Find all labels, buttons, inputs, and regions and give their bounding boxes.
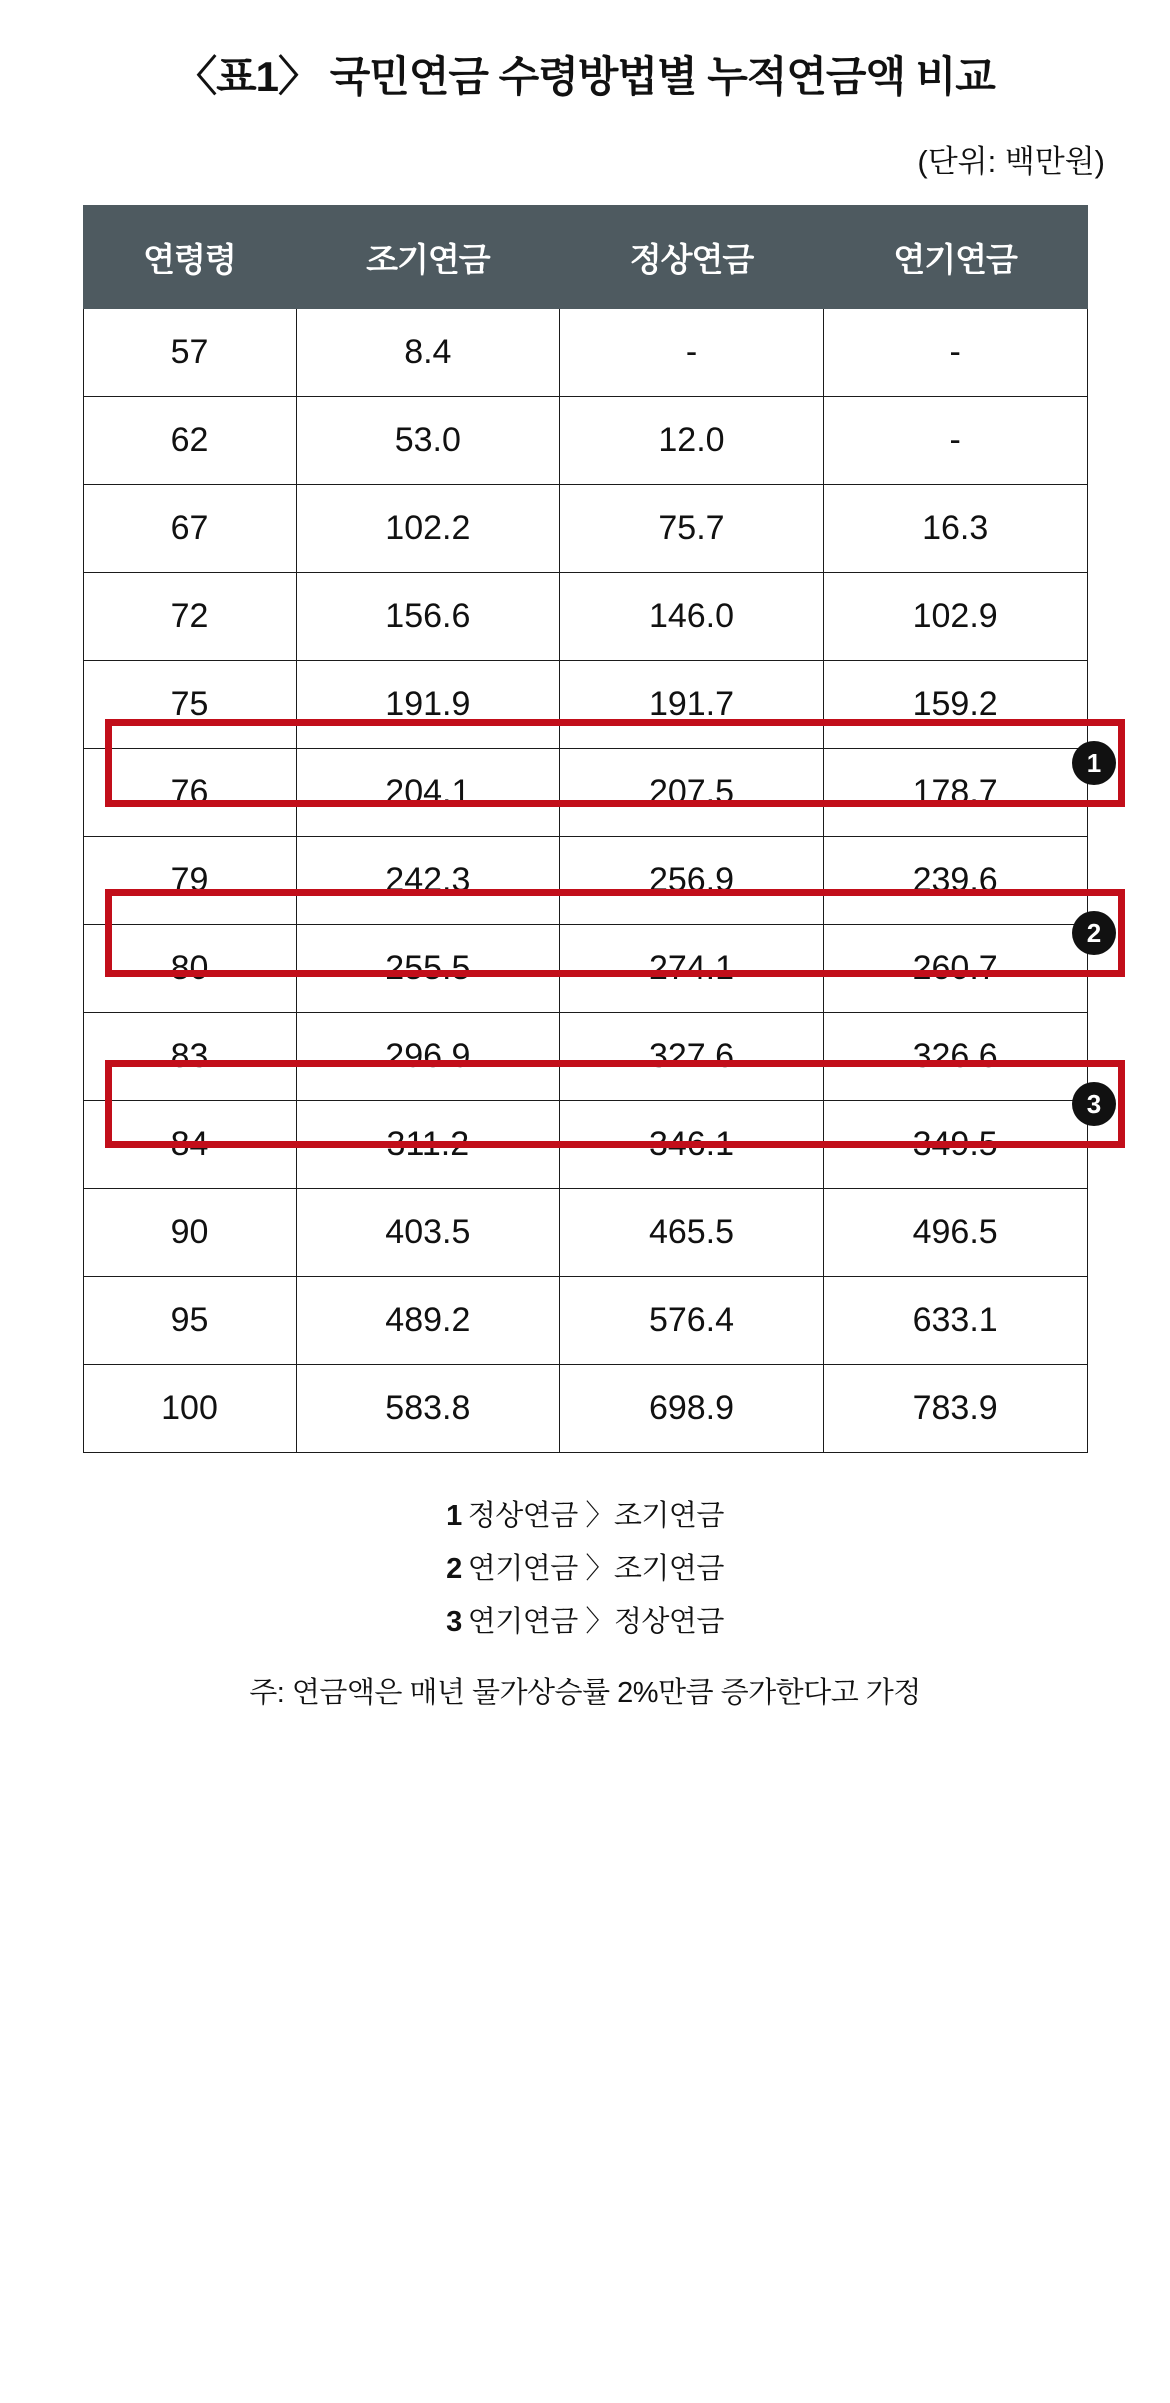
table-row — [83, 837, 1087, 925]
cell-deferred: 260.7 — [823, 925, 1087, 1013]
cell-deferred: 496.5 — [823, 1189, 1087, 1277]
cell-deferred: 349.5 — [823, 1101, 1087, 1189]
cell-deferred: - — [823, 309, 1087, 397]
cell-age: 67 — [83, 485, 296, 573]
cell-normal: 576.4 — [560, 1277, 824, 1365]
table-body — [83, 309, 1087, 1453]
column-header-age: 연령령 — [83, 206, 296, 309]
cell-normal: 465.5 — [560, 1189, 824, 1277]
cell-early: 489.2 — [296, 1277, 560, 1365]
legend-number-2: 2 — [446, 1553, 462, 1585]
cell-normal: 256.9 — [560, 837, 824, 925]
cell-deferred: 16.3 — [823, 485, 1087, 573]
table-row — [83, 397, 1087, 485]
table-row-highlighted — [83, 925, 1087, 1013]
table-row-highlighted — [83, 1101, 1087, 1189]
cell-early: 102.2 — [296, 485, 560, 573]
table-row — [83, 1277, 1087, 1365]
cell-age: 90 — [83, 1189, 296, 1277]
legend — [55, 1487, 1115, 1646]
table-row — [83, 1365, 1087, 1453]
cell-early: 204.1 — [296, 749, 560, 837]
cell-deferred: 159.2 — [823, 661, 1087, 749]
cell-normal: 327.6 — [560, 1013, 824, 1101]
cell-early: 156.6 — [296, 573, 560, 661]
pension-table-wrapper — [55, 205, 1115, 1453]
column-header-normal: 정상연금 — [560, 206, 824, 309]
cell-age: 84 — [83, 1101, 296, 1189]
cell-normal: 75.7 — [560, 485, 824, 573]
table-row — [83, 573, 1087, 661]
cell-early: 8.4 — [296, 309, 560, 397]
cell-deferred: 633.1 — [823, 1277, 1087, 1365]
cell-early: 583.8 — [296, 1365, 560, 1453]
cell-deferred: 783.9 — [823, 1365, 1087, 1453]
cell-normal: 698.9 — [560, 1365, 824, 1453]
table-row — [83, 309, 1087, 397]
cell-age: 100 — [83, 1365, 296, 1453]
cell-early: 255.5 — [296, 925, 560, 1013]
column-header-early: 조기연금 — [296, 206, 560, 309]
legend-text-3: 연기연금 〉정상연금 — [467, 1606, 724, 1638]
cell-early: 311.2 — [296, 1101, 560, 1189]
footnote: 주: 연금액은 매년 물가상승률 2%만큼 증가한다고 가정 — [249, 1677, 921, 1709]
cell-early: 403.5 — [296, 1189, 560, 1277]
highlight-marker-1: 1 — [1072, 741, 1116, 785]
table-row-highlighted — [83, 749, 1087, 837]
highlight-marker-2: 2 — [1072, 911, 1116, 955]
legend-item-3 — [55, 1593, 1115, 1646]
cell-deferred: 102.9 — [823, 573, 1087, 661]
table-header — [83, 206, 1087, 309]
cell-normal: 191.7 — [560, 661, 824, 749]
cell-normal: 146.0 — [560, 573, 824, 661]
cell-age: 57 — [83, 309, 296, 397]
unit-label: (단위: 백만원) — [917, 144, 1105, 179]
cell-early: 296.9 — [296, 1013, 560, 1101]
cell-normal: 346.1 — [560, 1101, 824, 1189]
table-row — [83, 1013, 1087, 1101]
cell-deferred: 178.7 — [823, 749, 1087, 837]
cell-age: 75 — [83, 661, 296, 749]
page-title: 〈표1〉 국민연금 수령방법별 누적연금액 비교 — [175, 53, 995, 100]
pension-table — [83, 205, 1088, 1453]
highlight-marker-3: 3 — [1072, 1082, 1116, 1126]
cell-normal: - — [560, 309, 824, 397]
table-row — [83, 661, 1087, 749]
cell-early: 242.3 — [296, 837, 560, 925]
cell-deferred: 326.6 — [823, 1013, 1087, 1101]
cell-age: 72 — [83, 573, 296, 661]
cell-deferred: 239.6 — [823, 837, 1087, 925]
cell-normal: 274.1 — [560, 925, 824, 1013]
table-row — [83, 485, 1087, 573]
table-header-row — [83, 206, 1087, 309]
cell-age: 80 — [83, 925, 296, 1013]
legend-item-1 — [55, 1487, 1115, 1540]
legend-number-1: 1 — [446, 1500, 462, 1532]
cell-age: 76 — [83, 749, 296, 837]
legend-item-2 — [55, 1540, 1115, 1593]
cell-normal: 12.0 — [560, 397, 824, 485]
cell-normal: 207.5 — [560, 749, 824, 837]
cell-age: 62 — [83, 397, 296, 485]
cell-age: 83 — [83, 1013, 296, 1101]
cell-early: 53.0 — [296, 397, 560, 485]
legend-number-3: 3 — [446, 1606, 462, 1638]
cell-age: 95 — [83, 1277, 296, 1365]
table-row — [83, 1189, 1087, 1277]
column-header-deferred: 연기연금 — [823, 206, 1087, 309]
legend-text-2: 연기연금 〉조기연금 — [467, 1553, 724, 1585]
legend-text-1: 정상연금 〉조기연금 — [467, 1500, 724, 1532]
cell-deferred: - — [823, 397, 1087, 485]
cell-age: 79 — [83, 837, 296, 925]
cell-early: 191.9 — [296, 661, 560, 749]
